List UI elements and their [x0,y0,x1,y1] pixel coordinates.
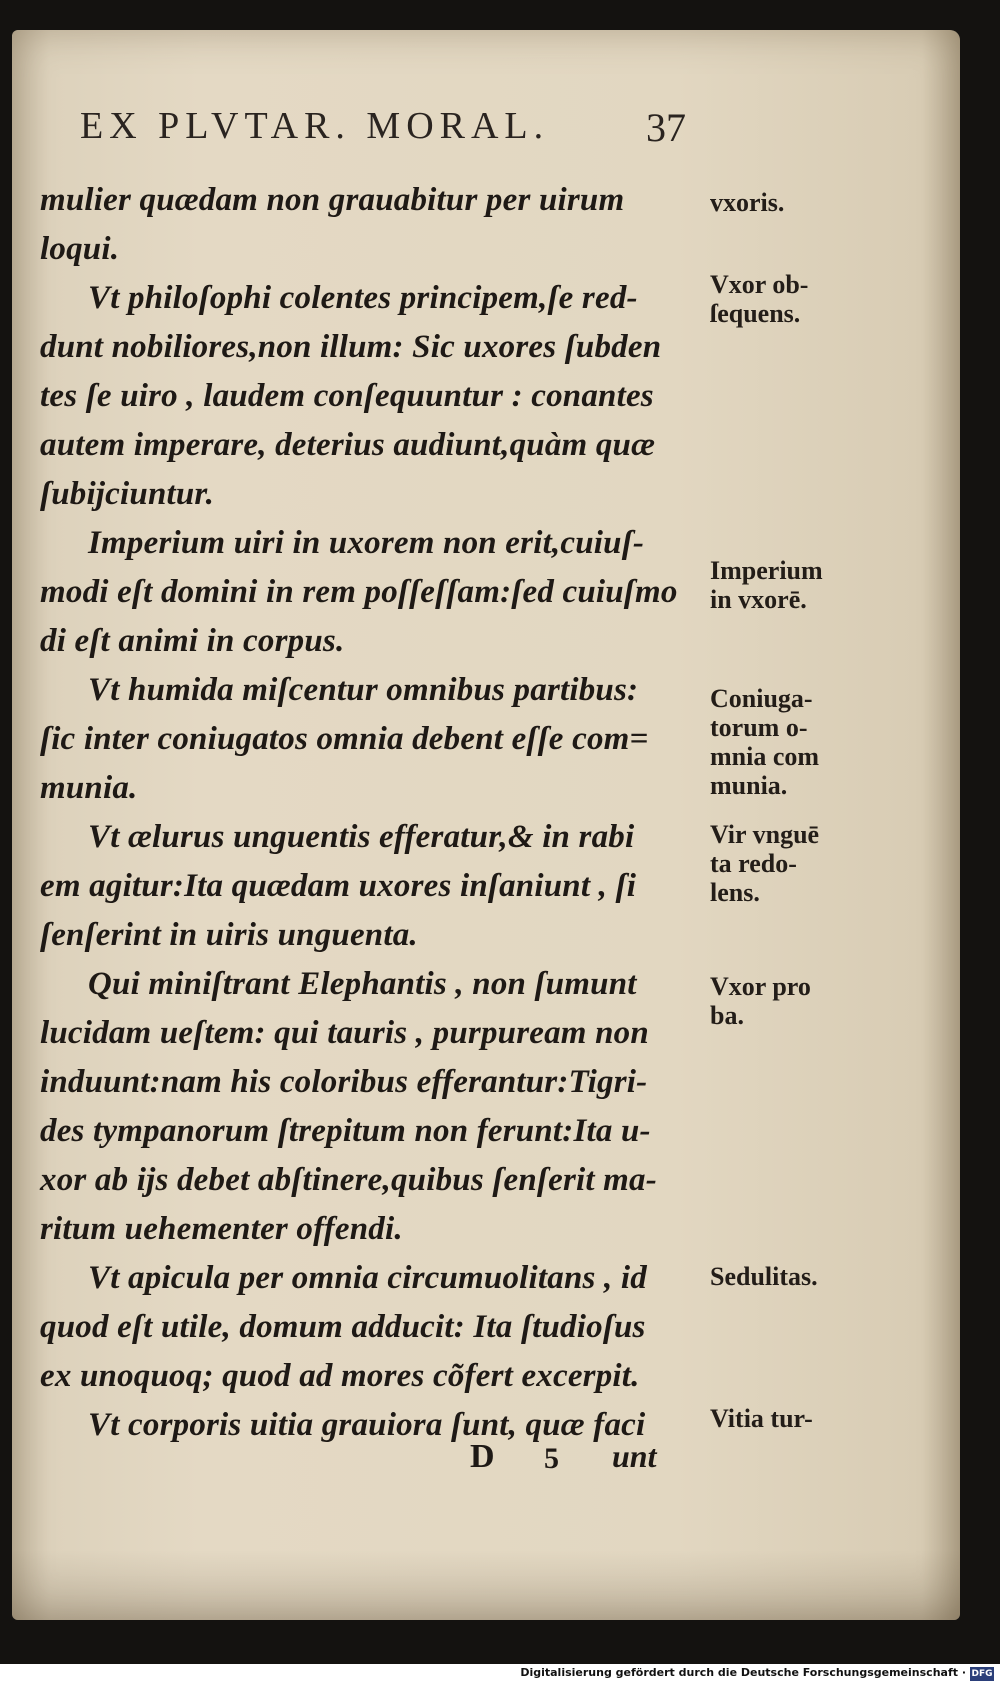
running-head: EX PLVTAR. MORAL. [80,105,550,147]
text-line: induunt:nam his coloribus efferantur:Tigri- [40,1064,648,1100]
signature-mark: D [470,1438,495,1475]
text-line: xor ab ijs debet abſtinere,quibus ſenſerit ma- [40,1162,657,1198]
paragraph-5 [40,813,695,960]
text-line: ſenſerint in uiris unguenta. [40,917,418,953]
margin-note-line: Vitia tur- [710,1404,813,1433]
text-line: Vt humida miſcentur omnibus partibus: [88,672,639,708]
text-line: ex unoquoq; quod ad mores cõfert excerpit. [40,1358,640,1394]
margin-note-line: lens. [710,878,760,907]
margin-note-line: vxoris. [710,188,785,217]
page-header [80,104,700,174]
text-line: munia. [40,770,138,806]
text-line: tes ſe uiro , laudem conſequuntur : conantes [40,378,654,414]
text-line: dunt nobiliores,non illum: Sic uxores ſubden [40,329,662,365]
margin-note-line: ſequens. [710,299,801,328]
margin-note-line: in vxorē. [710,585,807,614]
text-line: autem imperare, deterius audiunt,quàm quæ [40,427,656,463]
margin-note [710,972,811,1030]
text-line: Vt apicula per omnia circumuolitans , id [88,1260,647,1296]
margin-note-line: Vir vnguē [710,820,820,849]
text-line: di eſt animi in corpus. [40,623,345,659]
margin-note [710,1262,818,1291]
text-line: Vt ælurus unguentis efferatur,& in rabi [88,819,635,855]
text-line: des tympanorum ſtrepitum non ferunt:Ita u- [40,1113,651,1149]
digitization-notice-bar [0,1664,1000,1684]
text-line: lucidam ueſtem: qui tauris , purpuream non [40,1015,649,1051]
text-line: mulier quædam non grauabitur per uirum [40,182,625,218]
margin-note-line: Vxor pro [710,972,811,1001]
margin-notes [710,0,860,1600]
margin-note-line: ta redo- [710,849,797,878]
paragraph-2 [40,274,695,519]
text-line: modi eſt domini in rem poſſeſſam:ſed cuiuſmo [40,574,678,610]
margin-note-line: Imperium [710,556,823,585]
text-line: em agitur:Ita quædam uxores inſaniunt , ſi [40,868,637,904]
paragraph-6 [40,960,695,1254]
text-line: quod eſt utile, domum adducit: Ita ſtudioſus [40,1309,646,1345]
page-footer [470,1438,720,1488]
text-line: Vt corporis uitia grauiora ſunt, quæ faci [88,1407,646,1443]
margin-note [710,270,808,328]
paragraph-7 [40,1254,695,1401]
margin-note-line: ba. [710,1001,744,1030]
text-line: Imperium uiri in uxorem non erit,cuiuſ- [88,525,645,561]
body-text [40,176,695,1450]
margin-note-line: Coniuga- [710,684,813,713]
margin-note-line: torum o- [710,713,808,742]
digitization-notice: Digitalisierung gefördert durch die Deutsche Forschungsgemeinschaft · [520,1666,966,1679]
margin-note-line: Vxor ob- [710,270,809,299]
paragraph-4 [40,666,695,813]
margin-note-line: mnia com [710,742,820,771]
margin-note [710,684,819,800]
text-line: ſic inter coniugatos omnia debent eſſe com= [40,721,649,757]
text-line: Vt philoſophi colentes principem,ſe red- [88,280,638,316]
signature-number: 5 [544,1442,559,1475]
text-line: Qui miniſtrant Elephantis , non ſumunt [88,966,637,1002]
dfg-logo: DFG [971,1669,993,1679]
text-line: ritum uehementer offendi. [40,1211,403,1247]
margin-note [710,556,823,614]
margin-note [710,820,819,907]
margin-note-line: Sedulitas. [710,1262,818,1291]
margin-note-line: munia. [710,771,788,800]
paragraph-1 [40,176,695,274]
catchword: unt [612,1438,657,1474]
paragraph-3 [40,519,695,666]
margin-note [710,1404,813,1433]
page-number: 37 [646,105,686,150]
margin-note [710,188,784,217]
text-line: ſubijciuntur. [40,476,215,512]
text-line: loqui. [40,231,120,267]
